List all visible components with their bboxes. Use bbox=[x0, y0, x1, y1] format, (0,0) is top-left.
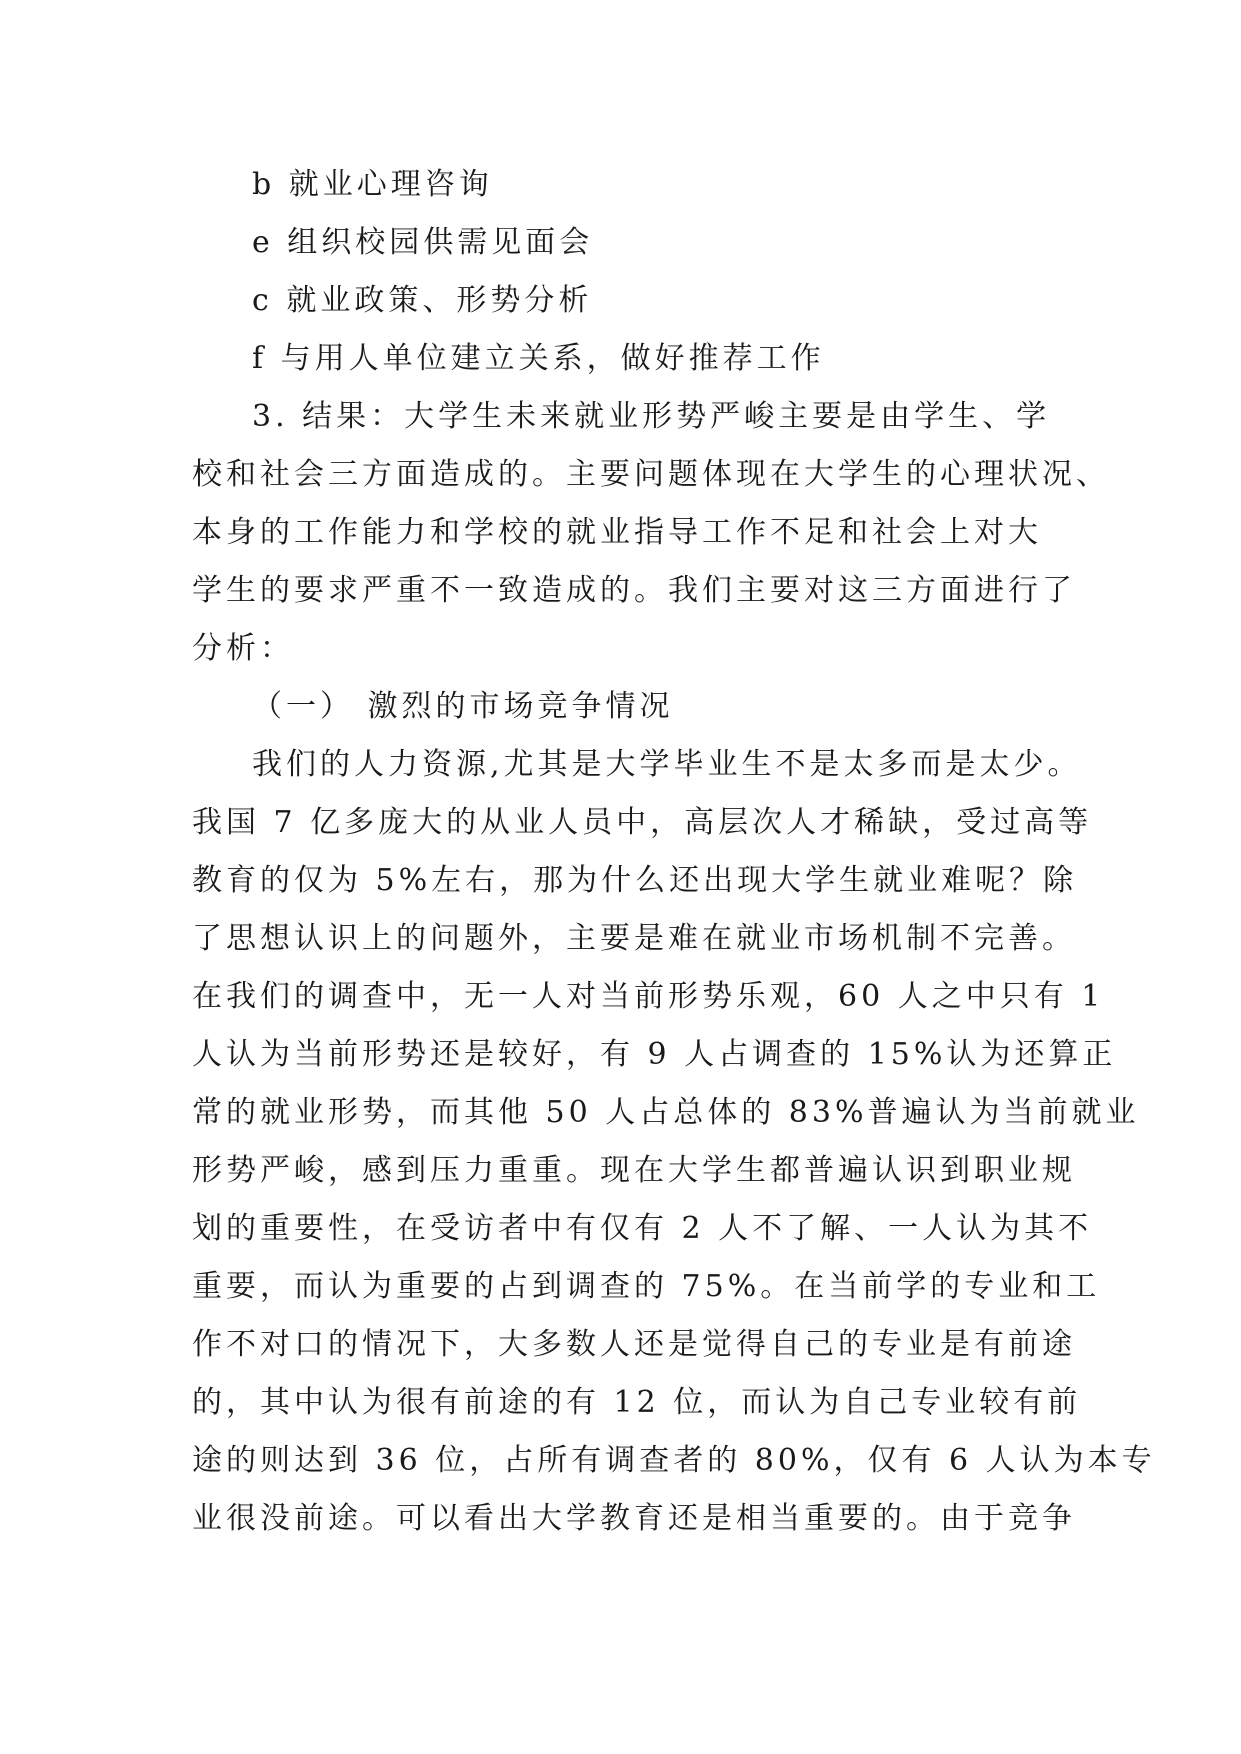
paragraph-line: 了思想认识上的问题外，主要是难在就业市场机制不完善。 bbox=[192, 921, 1076, 956]
list-item: c 就业政策、形势分析 bbox=[252, 283, 593, 318]
paragraph-line: 学生的要求严重不一致造成的。我们主要对这三方面进行了 bbox=[192, 573, 1076, 608]
paragraph-line: 我国 7 亿多庞大的从业人员中，高层次人才稀缺，受过高等 bbox=[192, 805, 1093, 840]
list-item: f 与用人单位建立关系，做好推荐工作 bbox=[252, 341, 825, 376]
list-item: e 组织校园供需见面会 bbox=[252, 225, 594, 260]
paragraph-line: 划的重要性，在受访者中有仅有 2 人不了解、一人认为其不 bbox=[192, 1211, 1093, 1246]
paragraph-line: 校和社会三方面造成的。主要问题体现在大学生的心理状况、 bbox=[192, 457, 1110, 492]
paragraph-line: 形势严峻，感到压力重重。现在大学生都普遍认识到职业规 bbox=[192, 1153, 1076, 1188]
paragraph-line: 途的则达到 36 位，占所有调查者的 80%，仅有 6 人认为本专 bbox=[192, 1443, 1156, 1478]
list-item: b 就业心理咨询 bbox=[252, 167, 493, 202]
paragraph-line: 教育的仅为 5%左右，那为什么还出现大学生就业难呢？除 bbox=[192, 863, 1078, 898]
paragraph-line: 人认为当前形势还是较好，有 9 人占调查的 15%认为还算正 bbox=[192, 1037, 1117, 1072]
paragraph-line: 本身的工作能力和学校的就业指导工作不足和社会上对大 bbox=[192, 515, 1042, 550]
paragraph-line: 的，其中认为很有前途的有 12 位，而认为自己专业较有前 bbox=[192, 1385, 1082, 1420]
paragraph-line: 作不对口的情况下，大多数人还是觉得自己的专业是有前途 bbox=[192, 1327, 1076, 1362]
paragraph-line: 我们的人力资源,尤其是大学毕业生不是太多而是太少。 bbox=[252, 747, 1082, 782]
paragraph-line: 在我们的调查中，无一人对当前形势乐观，60 人之中只有 1 bbox=[192, 979, 1105, 1014]
paragraph-line: 业很没前途。可以看出大学教育还是相当重要的。由于竞争 bbox=[192, 1501, 1076, 1536]
paragraph-line: 常的就业形势，而其他 50 人占总体的 83%普遍认为当前就业 bbox=[192, 1095, 1140, 1130]
paragraph-line: 3. 结果：大学生未来就业形势严峻主要是由学生、学 bbox=[252, 399, 1051, 434]
paragraph-line: 重要，而认为重要的占到调查的 75%。在当前学的专业和工 bbox=[192, 1269, 1101, 1304]
paragraph-line: 分析： bbox=[192, 631, 294, 666]
section-heading: （一） 激烈的市场竞争情况 bbox=[252, 689, 674, 724]
